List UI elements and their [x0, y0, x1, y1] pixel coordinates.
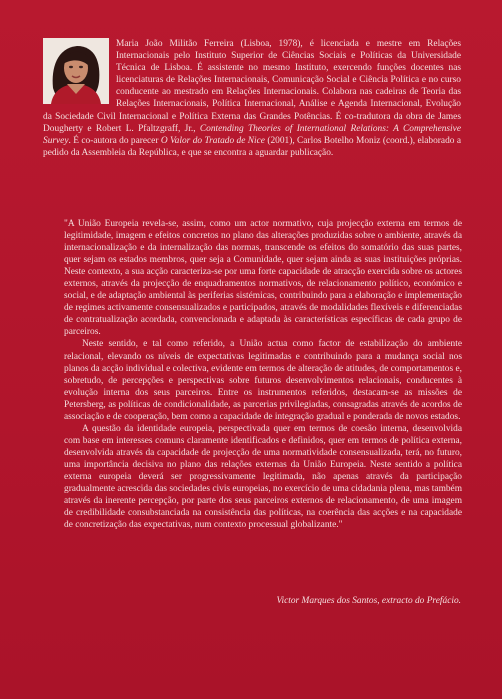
bio-book-title-1: Contending Theories of International Relations: A Comprehensive Survey: [43, 123, 461, 146]
bio-text-2: . É co-autora do parecer: [68, 135, 161, 146]
quote-paragraph-2: Neste sentido, e tal como referido, a União actua como factor de estabilização do ambiente relacional, elevando os níveis de expectativas legitimadas e contribuindo para a mudança social nos planos da acção individual e colectiva, evidente em termos de alteração de atitudes, de comportamentos e, sobretudo, de percepções e perspectivas sobre futuros desenvolvimentos relacionais, conducentes à evolução interna dos seus parceiros. Entre os instrumentos referidos, destacam-se as missões de Petersberg, as políticas de condicionalidade, as parcerias privilegiadas, consagradas através de acordos de associação e de cooperação, bem como a capacidade de integração gradual e ponderada de novos estados.: [64, 339, 462, 422]
quote-paragraph-1: "A União Europeia revela-se, assim, como um actor normativo, cuja projecção externa em termos de legitimidade, imagem e efeitos concretos no plano das alterações produzidas sobre o ambiente, através da internacionalização e da internalização das normas, transcende os efeitos do somatório das suas partes, quer sejam os estados membros, quer seja a Comunidade, quer sejam ainda as suas instituições próprias. Neste contexto, a sua acção caracteriza-se por uma forte capacidade de atracção exercida sobre os actores externos, através da projecção de enquadramentos normativos, de relacionamento político, económico e social, e de adaptação ambiental às periferias sistémicas, contribuindo para a elaboração e implementação de regimes activamente consensualizados e participados, através de modalidades flexíveis e diferenciadas de contratualização acordada, convencionada e adaptada às características específicas de cada grupo de parceiros.: [64, 219, 462, 338]
bio-text-1: Maria João Militão Ferreira (Lisboa, 1978), é licenciada e mestre em Relações Internacionais pelo Instituto Superior de Ciências Sociais e Políticas da Universidade Técnica de Lisboa. É assistente no mesmo Instituto, exercendo funções docentes nas licenciaturas de Relações Internacionais, Comunicação Social e Ciência Política e no curso conducente ao mestrado em Relações Internacionais. Colabora nas cadeiras de Teoria das Relações Internacionais, Política Internacional, Análise e Agenda Internacional, Evolução da Sociedade Civil Internacional e Política Externa das Grandes Potências. É co-tradutora da obra de James Dougherty e Robert L. Pfaltzgraff, Jr.,: [43, 39, 461, 134]
quote-paragraph-3: A questão da identidade europeia, perspectivada quer em termos de coesão interna, desenvolvida com base em interesses comuns claramente identificados e definidos, quer em termos de política externa, desenvolvida através da capacidade de projecção de uma normatividade consensualizada, terá, no futuro, uma importância decisiva no plano das relações externas da União Europeia. Neste sentido a política externa europeia deverá ser progressivamente legitimada, não apenas através da participação gradualmente acrescida das sociedades civis europeias, no exercício de uma cidadania plena, mas também através da inerente percepção, por parte dos seus parceiros externos de relacionamento, de uma imagem de credibilidade consubstanciada na consistência das políticas, na coerência das acções e na capacidade de concretização das expectativas, num contexto processual globalizante.": [64, 423, 463, 531]
quote-attribution: Victor Marques dos Santos, extracto do Prefácio.: [276, 596, 461, 606]
preface-quote: [64, 218, 462, 531]
bio-text-3: (2001), Carlos Botelho Moniz (coord.), elaborado a pedido da Assembleia da República, e que se encontra a aguardar publicação.: [43, 135, 462, 158]
bio-book-title-2: O Valor do Tratado de Nice: [160, 135, 265, 146]
author-bio: [43, 38, 461, 159]
photo-spacer: [43, 38, 116, 107]
